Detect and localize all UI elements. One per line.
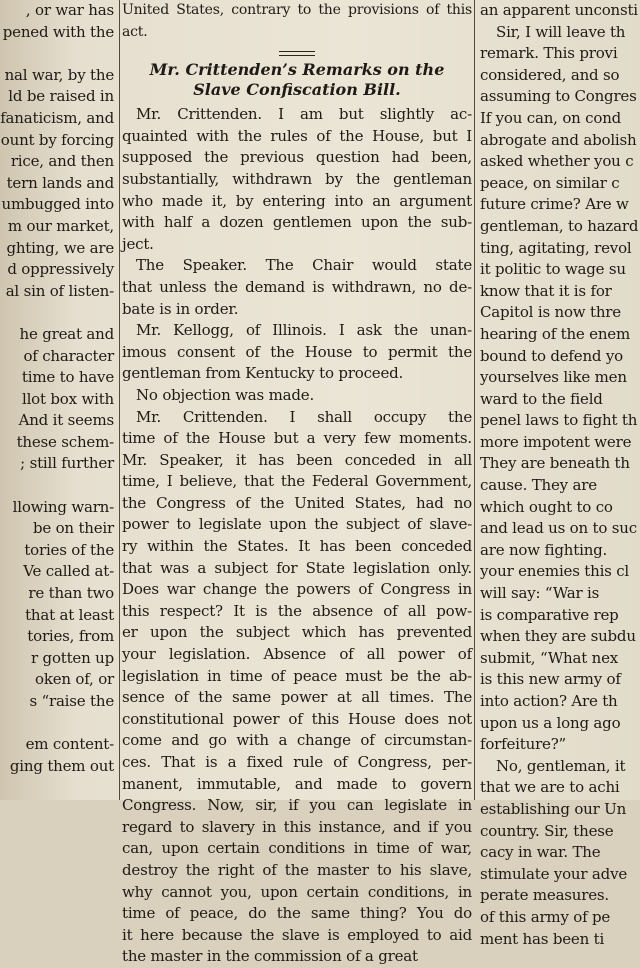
text-line: be on their: [32, 519, 114, 538]
text-line: can, upon certain conditions in time of war,: [122, 839, 472, 858]
text-line: country. Sir, these: [480, 821, 614, 840]
text-line: stimulate your adve: [480, 864, 628, 883]
text-line: future crime? Are w: [480, 195, 629, 214]
headline-line-2: Slave Confiscation Bill.: [193, 80, 401, 100]
text-line: with half a dozen gentlemen upon the sub-: [122, 213, 472, 232]
text-line: ghting, we are: [6, 238, 114, 257]
text-line: when they are subdu: [480, 627, 636, 646]
text-line: s “raise the: [29, 692, 114, 710]
text-line: these schem-: [16, 432, 114, 451]
text-line: No, gentleman, it: [496, 756, 626, 775]
article-body: [122, 104, 472, 968]
text-line: more impotent were: [480, 432, 632, 451]
text-line: yourselves like men: [480, 368, 627, 387]
text-line: time to have: [21, 368, 114, 387]
text-line: penel laws to fight th: [480, 411, 638, 430]
text-line: Mr. Crittenden. I shall occupy the: [136, 407, 472, 426]
text-line: r gotten up: [31, 648, 114, 667]
text-line: tories of the: [24, 540, 114, 559]
text-line: Mr. Speaker, it has been conceded in all: [122, 450, 472, 469]
text-line: will say: “War is: [480, 584, 600, 603]
text-line: hearing of the enem: [480, 324, 631, 343]
text-line: who made it, by entering into an argument: [122, 191, 472, 210]
text-line: know that it is for: [480, 281, 612, 300]
middle-column: [122, 0, 472, 966]
text-line: imous consent of the House to permit the: [122, 342, 472, 361]
text-line: that unless the demand is withdrawn, no de-: [122, 277, 472, 296]
left-column: [0, 0, 116, 800]
text-line: sence of the same power at all times. The: [122, 688, 472, 707]
text-line: that was a subject for State legislation only.: [122, 558, 472, 577]
text-line: why cannot you, upon certain conditions, in: [122, 882, 472, 901]
text-line: Mr. Kellogg, of Illinois. I ask the unan-: [136, 321, 472, 340]
column-rule-right: [474, 0, 475, 800]
text-line: substantially, withdrawn by the gentleman: [122, 169, 472, 188]
text-line: it politic to wage su: [480, 260, 626, 279]
text-line: perate measures.: [480, 886, 609, 905]
article-heading: [122, 51, 472, 100]
text-line: [0, 43, 116, 65]
text-line: Does war change the powers of Congress in: [122, 580, 472, 599]
text-line: ward to the field: [480, 389, 603, 408]
text-line: cause. They are: [480, 476, 597, 495]
text-line: manent, immutable, and made to govern: [122, 774, 472, 793]
text-line: Mr. Crittenden. I am but slightly ac-: [136, 105, 472, 124]
text-line: remark. This provi: [480, 44, 618, 63]
column-rule-left: [119, 0, 120, 800]
text-line: time of the House but a very few moments.: [122, 429, 472, 448]
right-column: [476, 0, 640, 948]
text-line: em content-: [25, 735, 114, 754]
text-line: into action? Are th: [480, 692, 618, 710]
text-line: submit, “What nex: [480, 648, 619, 667]
text-line: power to legislate upon the subject of slave-: [122, 515, 472, 534]
text-line: and lead us on to suc: [480, 519, 637, 538]
text-line: , or war has: [25, 1, 114, 19]
text-line: rice, and then: [10, 152, 114, 171]
text-line: legislation in time of peace must be the ab-: [122, 666, 472, 685]
text-line: llowing warn-: [12, 497, 114, 516]
continued-text: [122, 0, 472, 43]
paragraph: [122, 320, 472, 385]
text-line: that we are to achi: [480, 778, 620, 797]
text-line: Sir, I will leave th: [496, 22, 626, 41]
text-line: fanaticism, and: [0, 108, 114, 127]
text-line: ment has been ti: [480, 929, 605, 948]
text-line: the master in the commission of a great: [122, 947, 418, 966]
text-line: Congress. Now, sir, if you can legislate in: [122, 796, 472, 815]
text-line: gentleman, to hazard: [480, 216, 639, 235]
text-line: gentleman from Kentucky to proceed.: [122, 364, 404, 383]
text-line: llot box with: [21, 389, 114, 408]
text-line: of this army of pe: [480, 907, 611, 926]
text-line: umbugged into: [1, 195, 114, 214]
text-line: nal war, by the: [4, 65, 114, 84]
text-line: [0, 475, 116, 497]
text-line: bate is in order.: [122, 299, 239, 318]
text-line: forfeiture?”: [480, 735, 567, 754]
text-line: tories, from: [27, 627, 114, 646]
text-line: cacy in war. The: [480, 843, 601, 862]
text-line: constitutional power of this House does not: [122, 709, 472, 728]
text-line: ging them out: [9, 756, 114, 775]
text-line: The Speaker. The Chair would state: [136, 256, 472, 275]
text-line: ting, agitating, revol: [480, 238, 632, 257]
text-line: come and go with a change of circumstan-: [122, 731, 472, 750]
text-line: upon us a long ago: [480, 713, 621, 732]
text-line: establishing our Un: [480, 799, 627, 818]
text-line: ject.: [122, 234, 154, 253]
text-line: regard to slavery in this instance, and if you: [122, 817, 472, 836]
text-line: ; still further: [20, 454, 114, 473]
text-line: considered, and so: [480, 65, 620, 84]
text-line: oken of, or: [34, 670, 114, 689]
text-line: bound to defend yo: [480, 346, 623, 365]
text-line: act.: [122, 23, 148, 40]
text-line: time, I believe, that the Federal Government,: [122, 472, 472, 491]
text-line: which ought to co: [480, 497, 613, 516]
text-line: Ve called at-: [23, 562, 114, 581]
text-line: asked whether you c: [480, 152, 634, 171]
text-line: quainted with the rules of the House, but I: [122, 126, 472, 145]
paragraph: [122, 104, 472, 255]
text-line: al sin of listen-: [5, 281, 114, 300]
text-line: are now fighting.: [480, 540, 608, 559]
paragraph: [122, 407, 472, 968]
text-line: destroy the right of the master to his slave,: [122, 860, 472, 879]
text-line: of character: [23, 346, 114, 365]
text-line: If you can, on cond: [480, 108, 622, 127]
text-line: pened with the: [2, 22, 114, 41]
text-line: your enemies this cl: [480, 562, 630, 581]
text-line: is this new army of: [480, 670, 621, 689]
text-line: And it seems: [18, 411, 114, 430]
text-line: supposed the previous question had been,: [122, 148, 472, 167]
text-line: No objection was made.: [136, 385, 315, 404]
text-line: abrogate and abolish: [480, 130, 637, 149]
text-line: ount by forcing: [0, 130, 114, 149]
text-line: m our market,: [7, 216, 114, 235]
text-line: They are beneath th: [480, 454, 630, 473]
text-line: re than two: [28, 584, 114, 603]
headline-line-1: Mr. Crittenden’s Remarks on the: [149, 60, 445, 80]
text-line: peace, on similar c: [480, 173, 620, 192]
text-line: er upon the subject which has prevented: [122, 623, 472, 642]
text-line: assuming to Congres: [480, 87, 637, 106]
text-line: ces. That is a fixed rule of Congress, per-: [122, 753, 472, 771]
text-line: he great and: [19, 324, 114, 343]
text-line: [0, 302, 116, 324]
title-rule: [279, 51, 315, 56]
text-line: your legislation. Absence of all power of: [122, 645, 472, 664]
text-line: time of peace, do the same thing? You do: [122, 904, 472, 923]
text-line: the Congress of the United States, had no: [122, 493, 472, 512]
paragraph: [122, 385, 472, 407]
text-line: that at least: [25, 605, 114, 624]
text-line: this respect? It is the absence of all pow-: [122, 601, 472, 620]
text-line: d oppressively: [7, 260, 114, 279]
text-line: is comparative rep: [480, 605, 619, 624]
paragraph: [122, 255, 472, 320]
text-line: ry within the States. It has been conceded: [122, 537, 472, 556]
text-line: tern lands and: [6, 173, 114, 192]
text-line: it here because the slave is employed to aid: [122, 925, 472, 944]
text-line: Capitol is now thre: [480, 303, 621, 322]
text-line: [0, 713, 116, 735]
text-line: an apparent unconsti: [480, 1, 638, 19]
text-line: United States, contrary to the provisions of this: [122, 2, 472, 18]
text-line: ld be raised in: [8, 87, 114, 106]
